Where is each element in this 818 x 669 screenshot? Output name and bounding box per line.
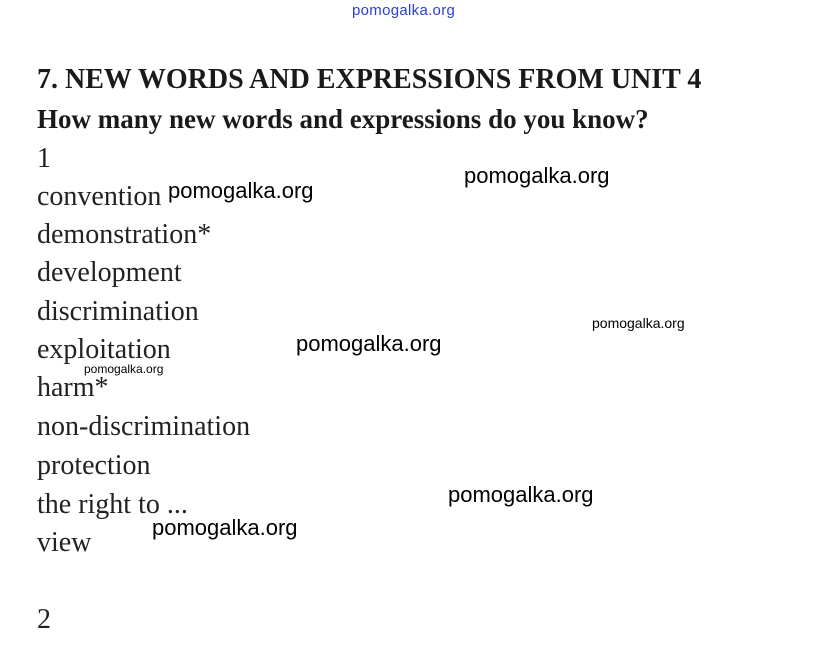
word-harm: harm* [37,372,109,403]
word-view: view [37,527,92,558]
word-the-right-to: the right to ... [37,489,188,520]
word-demonstration: demonstration* [37,219,212,250]
section-number-2: 2 [37,604,51,635]
section-number-1: 1 [37,143,51,174]
exercise-question: How many new words and expressions do you know? [37,104,649,134]
watermark: pomogalka.org [464,163,610,188]
word-convention: convention [37,181,162,212]
word-non-discrimination: non-discrimination [37,411,251,442]
watermark: pomogalka.org [84,362,164,376]
word-discrimination: discrimination [37,296,199,327]
word-development: development [37,257,182,288]
word-protection: protection [37,450,151,481]
top-watermark: pomogalka.org [352,2,456,19]
watermark: pomogalka.org [152,515,298,540]
watermark: pomogalka.org [448,482,594,507]
exercise-title: 7. NEW WORDS AND EXPRESSIONS FROM UNIT 4 [37,64,702,95]
watermark: pomogalka.org [592,315,685,331]
word-exploitation: exploitation [37,334,171,365]
watermark: pomogalka.org [296,331,442,356]
watermark: pomogalka.org [168,178,314,203]
